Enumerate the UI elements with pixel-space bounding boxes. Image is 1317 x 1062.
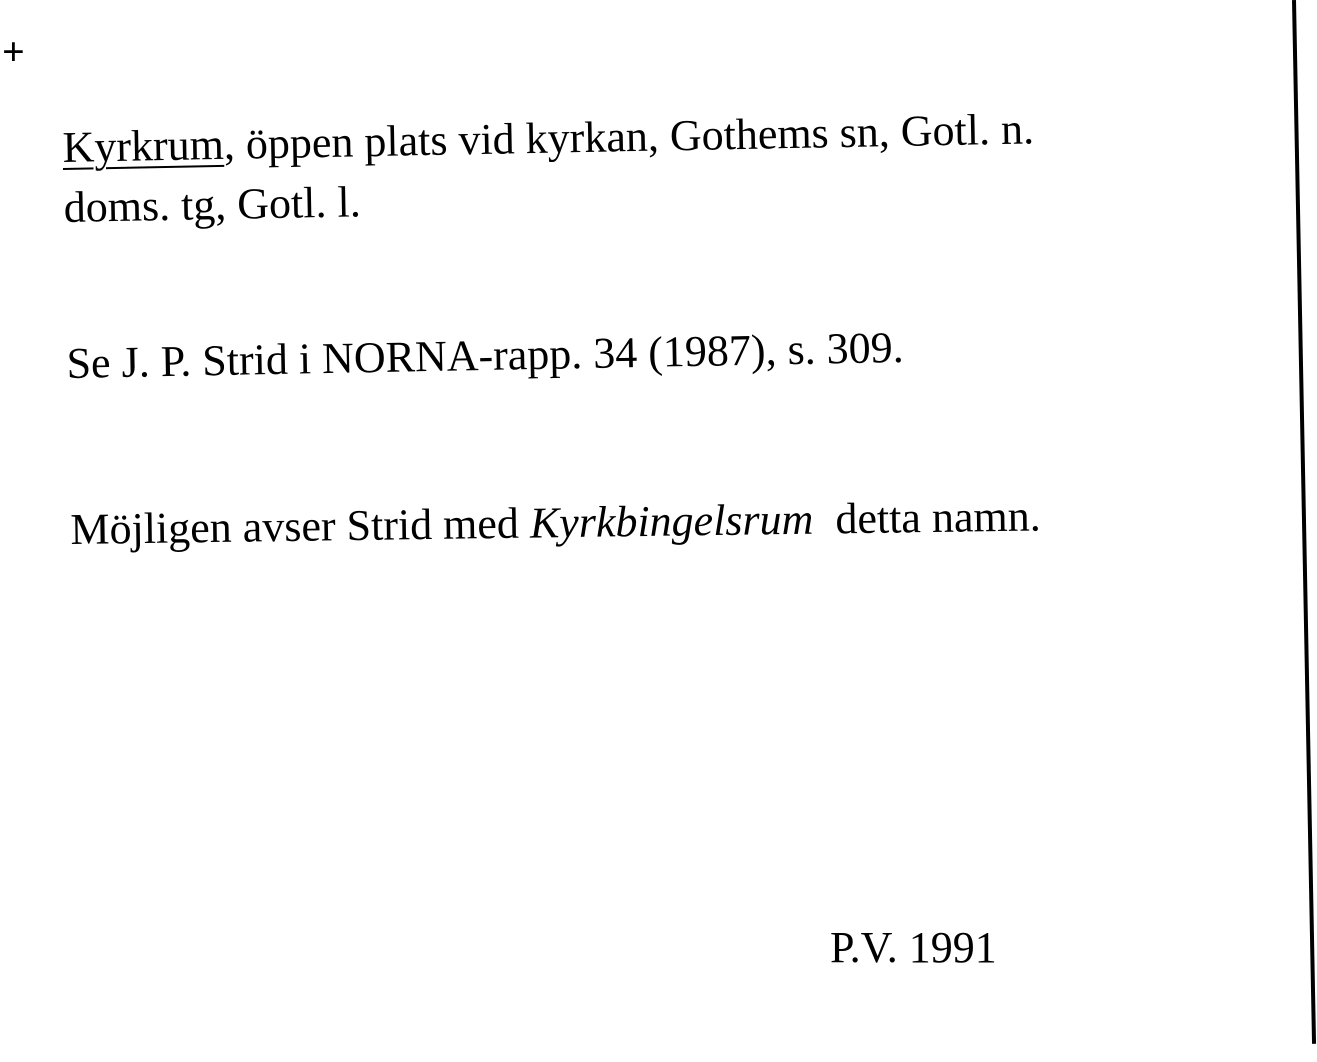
entry-paragraph xyxy=(62,99,1036,238)
note-italic-name: Kyrkbingelsrum xyxy=(529,494,814,548)
entry-line-2: doms. tg, Gotl. l. xyxy=(63,177,362,232)
cross-mark: + xyxy=(2,29,25,74)
headword: Kyrkrum xyxy=(62,119,225,172)
card-edge-line xyxy=(1292,0,1316,1044)
signature: P.V. 1991 xyxy=(830,923,997,972)
note-text-after: detta namn. xyxy=(813,491,1041,544)
entry-definition: , öppen plats vid kyrkan, Gothems sn, Gotl. n. xyxy=(223,104,1035,169)
reference-paragraph: Se J. P. Strid i NORNA-rapp. 34 (1987), s. 309. xyxy=(66,322,905,388)
note-text-before: Möjligen avser Strid med xyxy=(70,498,531,554)
note-paragraph xyxy=(70,486,1041,560)
